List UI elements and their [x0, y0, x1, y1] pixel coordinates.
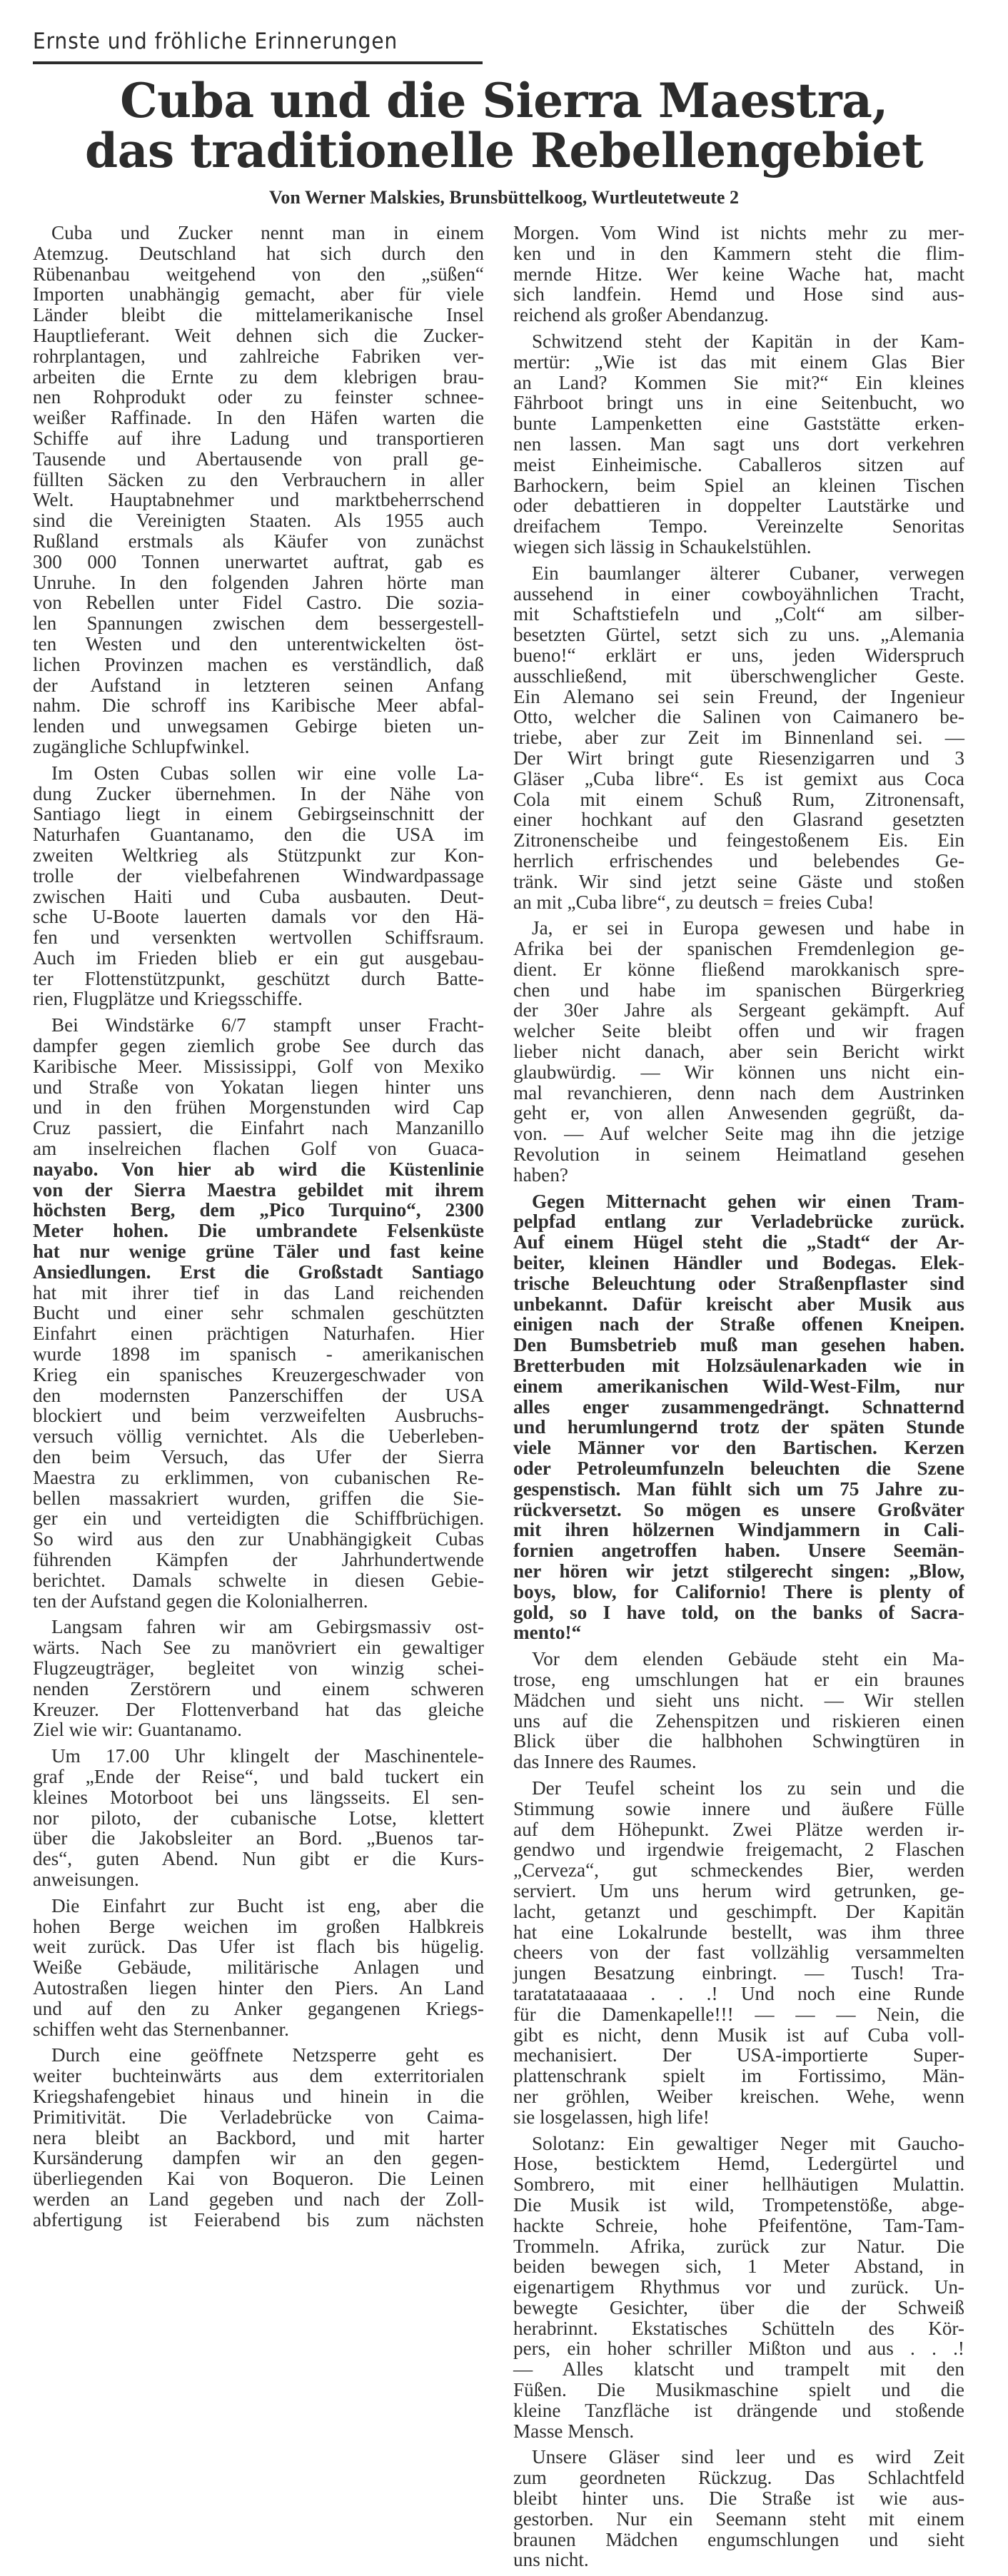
text-line: taratatataaaaaa . . .! Und noch eine Runde [513, 1982, 964, 2004]
text-line: Kreuzer. Der Flottenverband hat das gleiche [33, 1698, 484, 1720]
text-line: Bucht und einer sehr schmalen geschützten [33, 1302, 484, 1324]
text-line: lacht, getanzt und geschimpft. Der Kapitän [513, 1900, 964, 1922]
kicker-rule [33, 61, 483, 64]
text-line: 300 000 Tonnen unerwartet auftrat, gab es [33, 550, 484, 572]
text-line: der Aufstand in letzteren seinen Anfang [33, 674, 484, 696]
text-line: Solotanz: Ein gewaltiger Neger mit Gaucho- [532, 2132, 964, 2154]
text-line: Rußland erstmals als Käufer von zunächst [33, 530, 484, 552]
text-line: werden an Land gegeben und nach der Zoll- [33, 2188, 484, 2210]
text-line: Primitivität. Die Verladebrücke von Caima- [33, 2106, 484, 2128]
paragraph [33, 223, 484, 757]
text-line: Unsere Gläser sind leer und es wird Zeit [532, 2446, 964, 2468]
article-column-left [33, 223, 484, 2236]
paragraph [33, 1746, 484, 1890]
paragraph [33, 763, 484, 1010]
text-line: oder debattieren in doppelter Lautstärke und [513, 495, 964, 517]
text-line: herrlich erfrischendes und belebendes Ge- [513, 849, 964, 872]
text-line: Langsam fahren wir am Gebirgsmassiv ost- [51, 1616, 484, 1638]
paragraph [33, 1896, 484, 2040]
text-line: unbekannt. Dafür kreischt aber Musik aus [513, 1293, 964, 1315]
text-line: Naturhafen Guantanamo, den die USA im [33, 824, 484, 846]
text-line: nen Rohprodukt oder zu feinster schnee- [33, 386, 484, 408]
text-line: Kriegshafengebiet hinaus und hinein in die [33, 2085, 484, 2107]
text-line: rien, Flugplätze und Kriegsschiffe. [33, 988, 303, 1010]
text-line: boys, blow, for Californio! There is plenty of [513, 1580, 964, 1602]
text-line: beiden bewegen sich, 1 Meter Abstand, in [513, 2256, 964, 2278]
text-line: mit ihren hölzernen Windjammern in Cali- [513, 1519, 964, 1541]
text-line: weißer Raffinade. In den Häfen warten die [33, 407, 484, 429]
text-line: braunen Mädchen engumschlungen und sieht [513, 2528, 964, 2550]
text-line: berichtet. Damals schwelte in diesen Gebie- [33, 1569, 484, 1591]
text-line: beiter, kleinen Händler und Bodegas. Elek- [513, 1252, 964, 1274]
text-line: von Rebellen unter Fidel Castro. Die sozia- [33, 592, 484, 614]
text-line: zweiten Weltkrieg als Stützpunkt zur Kon- [33, 844, 484, 866]
text-line: bellen massakriert wurden, griffen die Sie- [33, 1487, 484, 1509]
text-line: ten der Aufstand gegen die Kolonialherren. [33, 1590, 368, 1612]
text-line: Ein Alemano sei sein Freund, der Ingenieur [513, 685, 964, 707]
text-line: Hose, besticktem Hemd, Ledergürtel und [513, 2153, 964, 2175]
text-line: Afrika bei der spanischen Fremdenlegion ge- [513, 938, 964, 960]
text-line: So wird aus den zur Unabhängigkeit Cubas [33, 1528, 484, 1550]
text-line: ger ein und verteidigten die Schiffbrüchigen. [33, 1507, 484, 1530]
text-line: Schwitzend steht der Kapitän in der Kam- [532, 330, 964, 352]
text-line: mertür: „Wie ist das mit einem Glas Bier [513, 350, 964, 373]
text-line: auf dem Höhepunkt. Zwei Plätze werden ir- [513, 1818, 964, 1840]
text-line: Ja, er sei in Europa gewesen und habe in [532, 917, 964, 939]
text-line: mernde Hitze. Wer keine Wache hat, macht [513, 263, 964, 285]
text-line: höchsten Berg, dem „Pico Turquino“, 2300 [33, 1199, 484, 1221]
text-line: wiegen sich lässig in Schaukelstühlen. [513, 535, 812, 557]
text-line: Sombrero, mit einer hellhäutigen Mulattin. [513, 2173, 964, 2196]
paragraph [513, 1649, 964, 1772]
text-line: nera bleibt an Backbord, und mit harter [33, 2126, 484, 2148]
text-line: von. — Auf welcher Seite mag ihn die jetzige [513, 1123, 964, 1145]
article-column-right [513, 223, 964, 2576]
text-line: Cola mit einem Schuß Rum, Zitronensaft, [513, 788, 964, 810]
text-line: Trommeln. Afrika, zurück zur Natur. Die [513, 2235, 964, 2257]
text-line: Santiago liegt in einem Gebirgseinschnitt der [33, 803, 484, 825]
text-line: an Land? Kommen Sie mit?“ Ein kleines [513, 371, 964, 393]
text-line: geht er, von allen Anwesenden gegrüßt, da- [513, 1102, 964, 1124]
text-line: Bei Windstärke 6/7 stampft unser Fracht- [51, 1014, 484, 1036]
text-line: Barhockern, beim Spiel an kleinen Tischen [513, 474, 964, 496]
text-line: Cuba und Zucker nennt man in einem [51, 222, 484, 243]
paragraph [513, 1191, 964, 1644]
text-line: und in den frühen Morgenstunden wird Cap [33, 1096, 484, 1118]
text-line: uns nicht. [513, 2549, 589, 2571]
text-line: viele Männer vor den Bartischen. Kerzen [513, 1437, 964, 1459]
text-line: Blick über die halbhohen Schwingtüren in [513, 1730, 964, 1752]
text-line: trolle der vielbefahrenen Windwardpassage [33, 864, 484, 887]
text-line: pers, ein hoher schriller Mißton und aus . . .! [513, 2338, 964, 2360]
paragraph [513, 2133, 964, 2442]
text-line: über die Jakobsleiter an Bord. „Buenos tar- [33, 1827, 484, 1849]
text-line: und Straße von Yokatan liegen hinter uns [33, 1076, 484, 1098]
text-line: füllten Säcken zu den Verbrauchern in aller [33, 468, 484, 490]
text-line: dient. Er könne fließend marokkanisch spre- [513, 958, 964, 980]
text-line: Bretterbuden mit Holzsäulenarkaden wie in [513, 1355, 964, 1377]
text-line: zugängliche Schlupfwinkel. [33, 735, 250, 757]
text-line: Stimmung sowie innere und äußere Fülle [513, 1797, 964, 1819]
text-line: tränk. Wir sind jetzt seine Gäste und stoßen [513, 870, 964, 892]
text-line: für die Damenkapelle!!! — — — Nein, die [513, 2003, 964, 2025]
text-line: ner hören wir jetzt stilgerecht singen: „Blow, [513, 1560, 964, 1582]
text-line: hat mit ihrer tief in das Land reichenden [33, 1281, 484, 1303]
text-line: versuch völlig vernichtet. Als die Ueberleben- [33, 1425, 484, 1448]
text-line: rückversetzt. So mögen es unsere Großväter [513, 1498, 964, 1520]
text-line: Kursänderung dampfen wir an den gegen- [33, 2147, 484, 2169]
text-line: Otto, welcher die Salinen von Caimanero be- [513, 706, 964, 728]
text-line: nayabo. Von hier ab wird die Küstenlinie [33, 1158, 484, 1180]
text-line: Ansiedlungen. Erst die Großstadt Santiago [33, 1261, 484, 1283]
text-line: gestorben. Nur ein Seemann steht mit einem [513, 2507, 964, 2530]
text-line: Die Einfahrt zur Bucht ist eng, aber die [51, 1894, 484, 1916]
text-line: einigen nach der Straße offenen Kneipen. [513, 1313, 964, 1335]
paragraph [513, 2447, 964, 2570]
text-line: Einfahrt einen prächtigen Naturhafen. Hier [33, 1323, 484, 1345]
text-line: kleines Motorboot bei uns längsseits. El sen- [33, 1786, 484, 1808]
text-line: Um 17.00 Uhr klingelt der Maschinentele- [51, 1745, 484, 1767]
text-line: Flugzeugträger, begleitet von winzig schei- [33, 1657, 484, 1679]
text-line: uns auf die Zehenspitzen und riskieren einen [513, 1709, 964, 1732]
text-line: bewegte Gesichter, über die der Schweiß [513, 2296, 964, 2318]
text-line: ner gröhlen, Weiber kreischen. Wehe, wenn [513, 2085, 964, 2107]
text-line: Den Bumsbetrieb muß man gesehen haben. [513, 1334, 964, 1356]
text-line: lichen Provinzen machen es verständlich, daß [33, 653, 484, 675]
paragraph [33, 1015, 484, 1611]
text-line: blockiert und beim verzweifelten Ausbruchs- [33, 1405, 484, 1427]
text-line: besetzten Gürtel, setzt sich zu uns. „Alemania [513, 624, 964, 646]
text-line: mechanisiert. Der USA-importierte Super- [513, 2044, 964, 2066]
paragraph [513, 563, 964, 913]
text-line: nahm. Die schroff ins Karibische Meer abfal- [33, 694, 484, 717]
text-line: nenden Zerstörern und einem schweren [33, 1677, 484, 1699]
text-line: gold, so I have told, on the banks of Sacra- [513, 1601, 964, 1623]
text-line: anweisungen. [33, 1868, 139, 1890]
paragraph [33, 1617, 484, 1740]
text-line: plattenschrank spielt im Fortissimo, Män- [513, 2065, 964, 2087]
paragraph [513, 223, 964, 325]
text-line: Welt. Hauptabnehmer und marktbeherrschend [33, 489, 484, 511]
text-line: len Spannungen zwischen dem bessergestell- [33, 612, 484, 635]
text-line: gespenstisch. Man fühlt sich um 75 Jahre zu- [513, 1478, 964, 1500]
text-line: graf „Ende der Reise“, und bald tuckert ein [33, 1765, 484, 1787]
text-line: hat eine Lokalrunde bestellt, was ihm three [513, 1921, 964, 1943]
text-line: den beim Versuch, das Ufer der Sierra [33, 1446, 484, 1468]
text-line: bleibt hinter uns. Die Straße ist wie aus- [513, 2487, 964, 2510]
text-line: eigenartigem Rhythmus vor und zurück. Un- [513, 2276, 964, 2298]
text-line: reichend als großer Abendanzug. [513, 304, 769, 326]
text-line: Meter hohen. Die umbrandete Felsenküste [33, 1220, 484, 1242]
text-line: hohen Berge weichen im großen Halbkreis [33, 1915, 484, 1937]
text-line: mit Schaftstiefeln und „Colt“ am silber- [513, 603, 964, 625]
text-line: — Alles klatscht und trampelt mit den [513, 2358, 964, 2380]
text-line: dung Zucker übernehmen. In der Nähe von [33, 782, 484, 804]
text-line: Mädchen und sieht uns nicht. — Wir stellen [513, 1689, 964, 1711]
text-line: gibt es nicht, denn Musik ist auf Cuba voll- [513, 2024, 964, 2046]
text-line: einem amerikanischen Wild-West-Film, nur [513, 1375, 964, 1397]
text-line: Weiße Gebäude, militärische Anlagen und [33, 1956, 484, 1979]
paragraph [513, 331, 964, 557]
text-line: gendwo und irgendwie freigemacht, 2 Flaschen [513, 1839, 964, 1861]
text-line: bunte Lampenketten eine Gaststätte erken- [513, 413, 964, 435]
text-line: alles enger zusammengedrängt. Schnatternd [513, 1395, 964, 1418]
text-line: wärts. Nach See zu manövriert ein gewaltiger [33, 1637, 484, 1659]
text-line: Rübenanbau weitgehend von den „süßen“ [33, 263, 484, 285]
text-line: Hauptlieferant. Weit dehnen sich die Zucker- [33, 324, 484, 346]
text-line: Masse Mensch. [513, 2420, 635, 2442]
text-line: Importen unabhängig gemacht, aber für viele [33, 283, 484, 305]
text-line: dreifachem Tempo. Vereinzelte Senoritas [513, 515, 964, 537]
text-line: ken und in den Kammern steht die flim- [513, 242, 964, 264]
text-line: das Innere des Raumes. [513, 1751, 697, 1773]
text-line: Vor dem elenden Gebäude steht ein Ma- [532, 1648, 964, 1670]
text-line: bueno!“ erklärt er uns, jeden Widerspruch [513, 644, 964, 666]
text-line: nen lassen. Man sagt uns dort verkehren [513, 433, 964, 455]
text-line: wurde 1898 im spanisch - amerikanischen [33, 1343, 484, 1365]
text-line: von der Sierra Maestra gebildet mit ihrem [33, 1178, 484, 1201]
text-line: „Cerveza“, gut schmeckendes Bier, werden [513, 1859, 964, 1882]
text-line: weit zurück. Das Ufer ist flach bis hügelig. [33, 1936, 484, 1958]
text-line: ausschließend, mit überschwenglicher Geste. [513, 665, 964, 687]
text-line: dampfer gegen ziemlich grobe See durch das [33, 1035, 484, 1057]
text-line: ter Flottenstützpunkt, geschützt durch Batte- [33, 967, 484, 989]
paragraph [33, 2045, 484, 2230]
text-line: arbeiten die Ernte zu dem klebrigen brau- [33, 365, 484, 388]
text-line: trose, eng umschlungen hat er ein braunes [513, 1668, 964, 1690]
text-line: Ziel wie wir: Guantanamo. [33, 1719, 242, 1741]
text-line: zum geordneten Rückzug. Das Schlachtfeld [513, 2467, 964, 2489]
text-line: schiffen weht das Sternenbanner. [33, 2018, 289, 2040]
text-line: Fährboot bringt uns in eine Seitenbucht, wo [513, 392, 964, 414]
text-line: welcher Seite bleibt offen und wir fragen [513, 1020, 964, 1042]
text-line: sche U-Boote lauerten damals vor den Hä- [33, 906, 484, 928]
text-line: trische Beleuchtung oder Straßenpflaster sind [513, 1272, 964, 1294]
text-line: Unruhe. In den folgenden Jahren hörte man [33, 571, 484, 593]
text-line: Gläser „Cuba libre“. Es ist gemixt aus Coca [513, 767, 964, 789]
text-line: sind die Vereinigten Staaten. Als 1955 auch [33, 510, 484, 532]
text-line: haben? [513, 1163, 568, 1186]
text-line: weiter buchteinwärts aus dem exterritorialen [33, 2065, 484, 2087]
text-line: führenden Kämpfen der Jahrhundertwende [33, 1549, 484, 1570]
paragraph [513, 918, 964, 1185]
text-line: serviert. Um uns herum wird getrunken, ge- [513, 1879, 964, 1901]
text-line: abfertigung ist Feierabend bis zum nächsten [33, 2208, 484, 2231]
text-line: lieber nicht danach, aber sein Bericht wirkt [513, 1041, 964, 1063]
text-line: zwischen Haiti und Cuba ausbauten. Deut- [33, 885, 484, 907]
text-line: ten Westen und den unterentwickelten öst- [33, 632, 484, 655]
text-line: sie losgelassen, high life! [513, 2106, 710, 2128]
text-line: Füßen. Die Musikmaschine spielt und die [513, 2379, 964, 2401]
headline [0, 73, 1008, 178]
text-line: den modernsten Panzerschiffen der USA [33, 1384, 484, 1406]
text-line: Krieg ein spanisches Kreuzergeschwader von [33, 1363, 484, 1385]
text-line: Der Teufel scheint los zu sein und die [532, 1777, 964, 1799]
text-line: cheers von der fast vollzählig versammelten [513, 1941, 964, 1964]
text-line: Schiffe auf ihre Ladung und transportieren [33, 427, 484, 449]
text-line: Morgen. Vom Wind ist nichts mehr zu mer- [513, 222, 964, 243]
text-line: Zitronenscheibe und feingestoßenem Eis. Ein [513, 829, 964, 852]
text-line: kleine Tanzfläche ist drängende und stoßende [513, 2399, 964, 2421]
text-line: nor piloto, der cubanische Lotse, klettert [33, 1807, 484, 1829]
text-line: triebe, aber zur Zeit im Binnenland sei. — [513, 727, 964, 749]
text-line: Tausende und Abertausende von prall ge- [33, 448, 484, 470]
text-line: meist Einheimische. Caballeros sitzen auf [513, 453, 964, 475]
text-line: an mit „Cuba libre“, zu deutsch = freies Cuba! [513, 891, 875, 913]
text-line: Im Osten Cubas sollen wir eine volle La- [51, 762, 484, 784]
text-line: Die Musik ist wild, Trompetenstöße, abge- [513, 2193, 964, 2216]
text-line: fornien angetroffen haben. Unsere Seemän- [513, 1540, 964, 1562]
text-line: und herumlungernd trotz der späten Stunde [513, 1416, 964, 1438]
text-line: Revolution in seinem Heimatland gesehen [513, 1143, 964, 1166]
text-line: Auch im Frieden blieb er ein gut ausgebau- [33, 946, 484, 969]
text-line: Der Wirt bringt gute Riesenzigarren und 3 [513, 747, 964, 769]
text-line: mento!“ [513, 1622, 582, 1644]
text-line: Atemzug. Deutschland hat sich durch den [33, 242, 484, 264]
text-line: fen und versenkten wertvollen Schiffsraum. [33, 926, 484, 949]
text-line: rohrplantagen, und zahlreiche Fabriken ver- [33, 345, 484, 367]
text-line: Länder bleibt die mittelamerikanische Insel [33, 304, 484, 326]
text-line: des“, guten Abend. Nun gibt er die Kurs- [33, 1848, 484, 1870]
text-line: pelpfad entlang zur Verladebrücke zurück. [513, 1211, 964, 1233]
text-line: herabrinnt. Ekstatisches Schütteln des Kör- [513, 2317, 964, 2339]
text-line: hackte Schreie, hohe Pfeifentöne, Tam-Tam- [513, 2214, 964, 2236]
text-line: Maestra zu erklimmen, von cubanischen Re- [33, 1466, 484, 1488]
text-line: Ein baumlanger älterer Cubaner, verwegen [532, 562, 964, 584]
byline: Von Werner Malskies, Brunsbüttelkoog, Wurtleutetweute 2 [269, 187, 739, 208]
text-line: Auf einem Hügel steht die „Stadt“ der Ar- [513, 1231, 964, 1253]
text-line: sich landfein. Hemd und Hose sind aus- [513, 283, 964, 305]
text-line: am inselreichen flachen Golf von Guaca- [33, 1138, 484, 1160]
text-line: Cruz passiert, die Einfahrt nach Manzanillo [33, 1117, 484, 1139]
text-line: lenden und unwegsamen Gebirge bieten un- [33, 715, 484, 737]
text-line: glaubwürdig. — Wir können uns nicht ein- [513, 1061, 964, 1083]
headline-line-1: Cuba und die Sierra Maestra, [120, 73, 888, 128]
text-line: hat nur wenige grüne Täler und fast keine [33, 1241, 484, 1263]
text-line: überliegenden Kai von Boqueron. Die Leinen [33, 2168, 484, 2190]
text-line: aussehend in einer cowboyähnlichen Tracht, [513, 582, 964, 605]
kicker: Ernste und fröhliche Erinnerungen [33, 29, 398, 54]
text-line: Durch eine geöffnete Netzsperre geht es [51, 2044, 484, 2066]
text-line: oder Petroleumfunzeln beleuchten die Szene [513, 1458, 964, 1480]
text-line: Autostraßen liegen hinter den Piers. An Land [33, 1976, 484, 1999]
text-line: Karibische Meer. Mississippi, Golf von Mexiko [33, 1055, 484, 1077]
text-line: chen und habe im spanischen Bürgerkrieg [513, 979, 964, 1001]
text-line: einer hochkant auf den Glasrand gesetzten [513, 809, 964, 831]
paragraph [513, 1778, 964, 2128]
text-line: Gegen Mitternacht gehen wir einen Tram- [532, 1190, 964, 1212]
text-line: jungen Besatzung einbringt. — Tusch! Tra- [513, 1962, 964, 1984]
text-line: mal revanchieren, denn nach dem Austrinken [513, 1081, 964, 1103]
headline-line-2: das traditionelle Rebellengebiet [85, 123, 923, 178]
text-line: der 30er Jahre als Sergeant gekämpft. Auf [513, 999, 964, 1021]
text-line: und auf den zu Anker gegangenen Kriegs- [33, 1997, 484, 2019]
